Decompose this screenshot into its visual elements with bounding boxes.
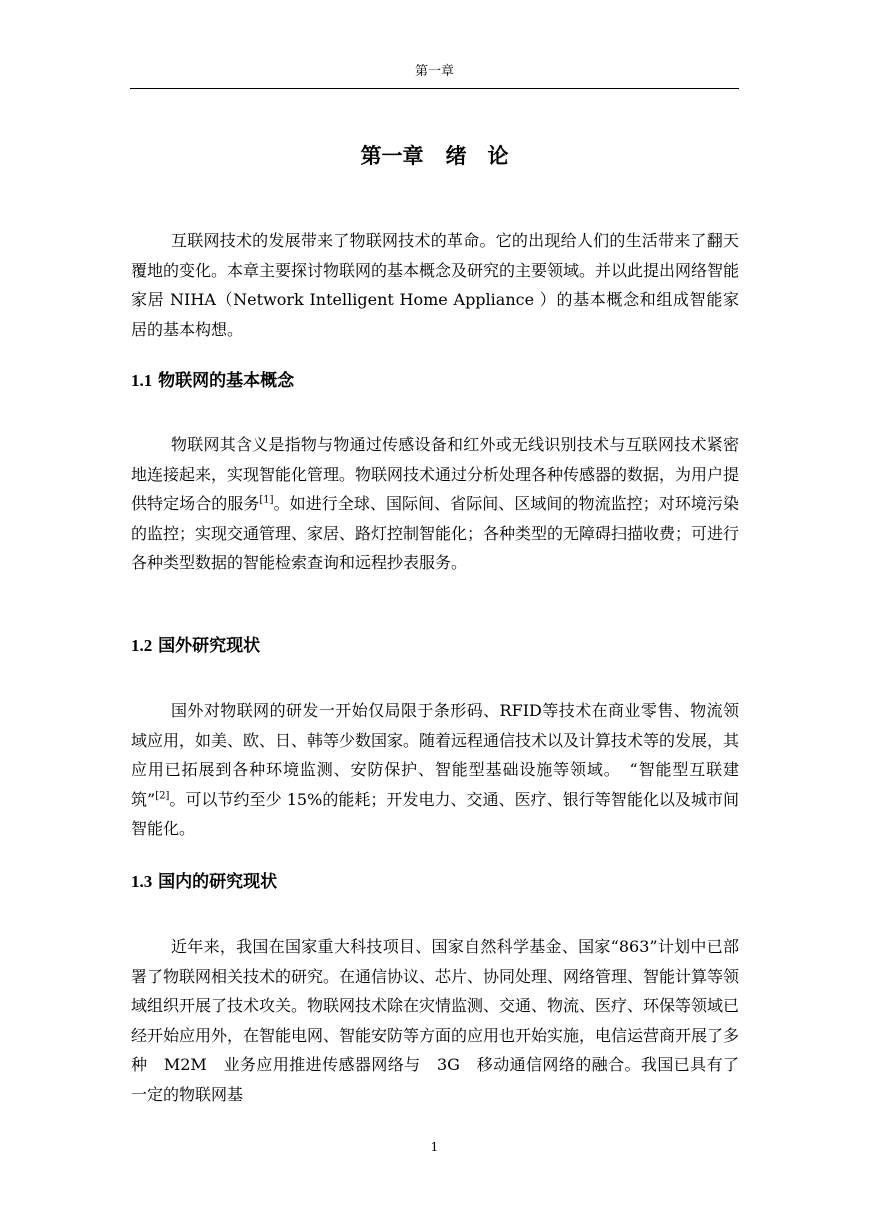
paragraph-text: 。可以节约至少 15%的能耗；开发电力、交通、医疗、银行等智能化以及城市间智能化。 — [131, 789, 739, 839]
chapter-title — [0, 140, 869, 172]
section-heading-1-1 — [131, 368, 739, 394]
section-number: 1.1 — [131, 371, 153, 390]
chapter-name: 绪 论 — [445, 144, 509, 168]
section-number: 1.2 — [131, 636, 153, 655]
header-rule — [130, 88, 739, 89]
section-heading-1-2 — [131, 633, 739, 659]
citation-marker: [1] — [259, 494, 274, 506]
running-header: 第一章 — [414, 64, 454, 79]
section-title: 国内的研究现状 — [158, 872, 278, 892]
section-title: 物联网的基本概念 — [158, 371, 295, 391]
section-heading-1-3 — [131, 869, 739, 895]
intro-paragraph: 互联网技术的发展带来了物联网技术的革命。它的出现给人们的生活带来了翻天覆地的变化。本章主要探讨物联网的基本概念及研究的主要领域。并以此提出网络智能家居 NIHA（Network Intelligent Home Appliance ）的基本概念和组成智能家居的基本构想。 — [131, 231, 740, 339]
chapter-label: 第一章 — [360, 144, 424, 168]
page-number: 1 — [430, 1140, 439, 1154]
citation-marker: [2] — [155, 790, 170, 802]
paragraph-text: 。如进行全球、国际间、省际间、区域间的物流监控；对环境污染的监控；实现交通管理、家居、路灯控制智能化；各种类型的无障碍扫描收费；可进行各种类型数据的智能检索查询和远程抄表服务。 — [131, 494, 740, 573]
section-title: 国外研究现状 — [158, 636, 261, 656]
paragraph-text: 国外对物联网的研发一开始仅局限于条形码、RFID等技术在商业零售、物流领域应用，如美、欧、日、韩等少数国家。随着远程通信技术以及计算技术等的发展，其应用已拓展到各种环境监测、安防保护、智能型基础设施等领域。 “智能型互联建筑” — [131, 701, 740, 809]
section-1-3-paragraph: 近年来，我国在国家重大科技项目、国家自然科学基金、国家“863”计划中已部署了物联网相关技术的研究。在通信协议、芯片、协同处理、网络管理、智能计算等领域组织开展了技术攻关。物联网技术除在灾情监测、交通、物流、医疗、环保等领域已经开始应用外，在智能电网、智能安防等方面的应用也开始实施，电信运营商开展了多种 M2M 业务应用推进传感器网络与 3G 移动通信网络的融合。我国已具有了一定的物联网基 — [131, 937, 740, 1104]
section-1-2-paragraph — [131, 696, 739, 844]
section-number: 1.3 — [131, 872, 153, 891]
section-1-1-paragraph — [131, 430, 739, 578]
paragraph-text: 物联网其含义是指物与物通过传感设备和红外或无线识别技术与互联网技术紧密地连接起来，实现智能化管理。物联网技术通过分析处理各种传感器的数据，为用户提供特定场合的服务 — [131, 435, 740, 514]
